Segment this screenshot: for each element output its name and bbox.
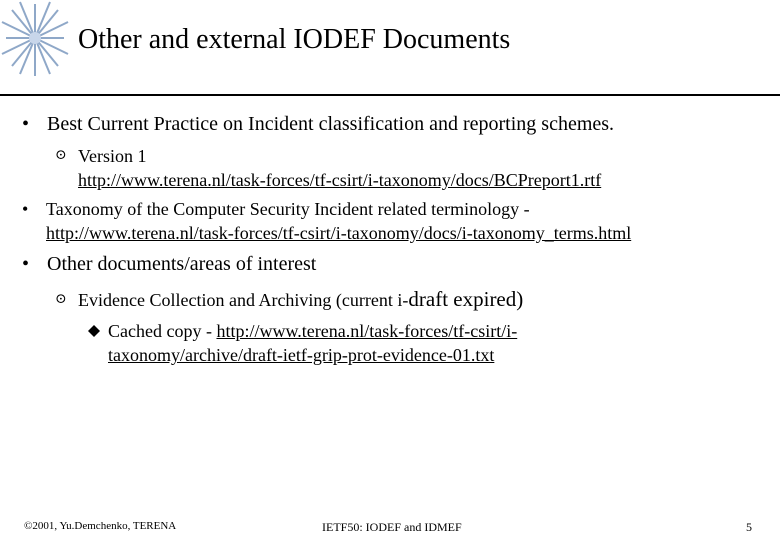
item-evidence-collection [78, 288, 523, 311]
bullet-dot-icon: • [22, 113, 30, 135]
evidence-text: Evidence Collection and Archiving (current i- [78, 290, 409, 310]
diamond-bullet-icon [88, 325, 100, 337]
footer-copyright: ©2001, Yu.Demchenko, TERENA [24, 520, 177, 532]
bullet-dot-icon: • [22, 199, 29, 219]
item-best-practice: Best Current Practice on Incident classification and reporting schemes. [47, 113, 615, 135]
cached-copy-label: Cached copy - [108, 321, 217, 341]
circle-bullet-icon: ⊙ [55, 148, 67, 163]
circle-bullet-icon: ⊙ [55, 292, 67, 307]
taxonomy-terms-link[interactable]: http://www.terena.nl/task-forces/tf-csirt/i-taxonomy/docs/i-taxonomy_terms.html [46, 223, 632, 243]
item-other-documents: Other documents/areas of interest [47, 253, 317, 275]
starburst-logo-icon [0, 0, 76, 80]
title-divider [0, 94, 780, 96]
slide-title: Other and external IODEF Documents [78, 24, 511, 55]
bullet-item [22, 113, 29, 135]
item-taxonomy: Taxonomy of the Computer Security Incident related terminology - [46, 199, 530, 219]
bcp-report-link[interactable]: http://www.terena.nl/task-forces/tf-csirt/i-taxonomy/docs/BCPreport1.rtf [78, 170, 602, 190]
cached-copy-link-part1[interactable]: http://www.terena.nl/task-forces/tf-csirt/i- [216, 321, 518, 341]
item-cached-copy [108, 320, 517, 342]
item-version: Version 1 [78, 146, 147, 166]
footer-center-title: IETF50: IODEF and IDMEF [322, 520, 462, 534]
page-number: 5 [746, 520, 752, 534]
evidence-text-draft: draft expired) [408, 287, 524, 311]
cached-copy-link-part2[interactable]: taxonomy/archive/draft-ietf-grip-prot-evidence-01.txt [108, 345, 495, 365]
bullet-dot-icon: • [22, 253, 30, 275]
